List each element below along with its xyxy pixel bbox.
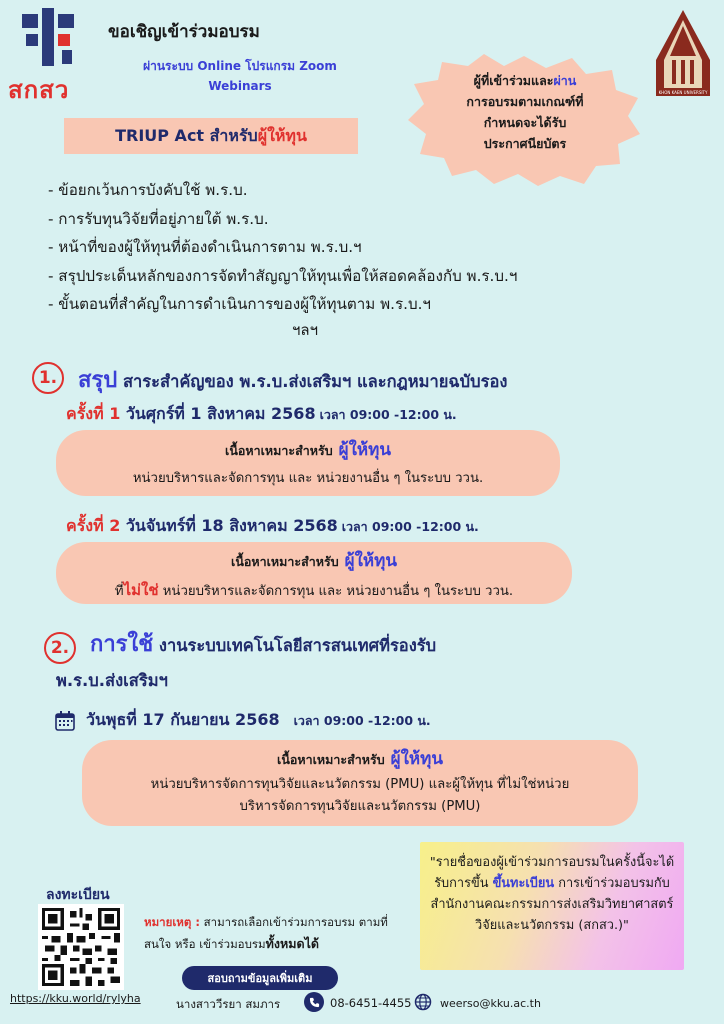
session-1-time: เวลา 09:00 -12:00 น. — [319, 407, 457, 422]
section-1-title-text: สาระสำคัญของ พ.ร.บ.ส่งเสริมฯ และกฎหมายฉบับรอง — [117, 372, 508, 391]
session-1-content-highlight: ผู้ให้ทุน — [338, 440, 391, 460]
session-2-desc-prefix-a: ที่ — [114, 584, 124, 599]
tsri-logo — [8, 8, 88, 104]
subtitle-line-2: Webinars — [208, 79, 272, 93]
quote-highlight: ขึ้นทะเบียน — [492, 876, 555, 891]
globe-icon — [414, 993, 432, 1011]
etc-text: ฯลฯ — [292, 321, 319, 339]
bullet-item: - ข้อยกเว้นการบังคับใช้ พ.ร.บ. — [48, 181, 248, 199]
section-2-title-text: งานระบบเทคโนโลยีสารสนเทศที่รองรับ — [153, 636, 437, 655]
session-3-datetime — [86, 708, 431, 733]
section-2-title-line-2: พ.ร.บ.ส่งเสริมฯ — [56, 671, 168, 690]
contact-email[interactable]: weerso@kku.ac.th — [440, 997, 541, 1010]
session-3-content-highlight: ผู้ให้ทุน — [390, 749, 443, 769]
session-1-datetime — [66, 402, 457, 427]
topic-bullet-list — [48, 176, 708, 319]
quote-part-2: การเข้าร่วมอบรมกับสำนักงานคณะกรรมการส่งเสริมวิทยาศาสตร์ วิจัยและนวัตกรรม (สกสว.)" — [430, 876, 674, 933]
section-2-number: 2. — [44, 632, 76, 664]
note-body: สามารถเลือกเข้าร่วมการอบรม ตามที่สนใจ หรือ เข้าร่วมอบรม — [144, 915, 388, 951]
section-1-number: 1. — [32, 362, 64, 394]
kku-logo-icon — [650, 8, 716, 100]
session-2-content-desc: หน่วยบริหารและจัดการทุน และ หน่วยงานอื่น ๆ ในระบบ ววน. — [158, 584, 514, 599]
page-title: ขอเชิญเข้าร่วมอบรม — [108, 22, 260, 42]
section-2-lead: การใช้ — [90, 632, 154, 657]
topic-prefix: TRIUP Act สำหรับ — [115, 125, 258, 145]
section-1-title — [78, 362, 507, 397]
session-1-round: ครั้งที่ 1 — [66, 404, 121, 423]
section-2-title — [90, 626, 436, 661]
session-1-content-pill — [56, 430, 560, 496]
contact-info-button[interactable]: สอบถามข้อมูลเพิ่มเติม — [182, 966, 338, 990]
registration-qr-code[interactable] — [38, 904, 124, 990]
registration-quote-box — [420, 842, 684, 970]
session-2-round: ครั้งที่ 2 — [66, 516, 121, 535]
bullet-item: - ขั้นตอนที่สำคัญในการดำเนินการของผู้ให้ทุนตาม พ.ร.บ.ฯ — [48, 295, 431, 313]
certificate-badge-text — [420, 70, 630, 154]
session-2-content-highlight: ผู้ให้ทุน — [344, 551, 397, 571]
session-3-desc-line-2: บริหารจัดการทุนวิจัยและนวัตกรรม (PMU) — [239, 799, 481, 814]
session-1-content-desc: หน่วยบริหารและจัดการทุน และ หน่วยงานอื่น ๆ ในระบบ ววน. — [132, 471, 484, 486]
contact-name: นางสาววีรยา สมภาร — [176, 997, 281, 1011]
subtitle-line-1: ผ่านระบบ Online โปรแกรม Zoom — [143, 59, 337, 73]
session-2-desc-prefix-b: ไม่ใช่ — [123, 581, 159, 599]
topic-highlight: ผู้ให้ทุน — [257, 125, 307, 145]
quote-part-1: "รายชื่อของผู้เข้าร่วมการอบรมในครั้งนี้จะได้รับการขึ้น — [429, 855, 675, 891]
qr-code-icon — [42, 908, 120, 986]
badge-line-4: ประกาศนียบัตร — [483, 136, 567, 151]
session-1-date: วันศุกร์ที่ 1 สิงหาคม 2568 — [120, 404, 316, 423]
bullet-item: - สรุปประเด็นหลักของการจัดทำสัญญาให้ทุนเพื่อให้สอดคล้องกับ พ.ร.บ.ฯ — [48, 266, 518, 285]
session-3-desc-line-1: หน่วยบริหารจัดการทุนวิจัยและนวัตกรรม (PMU) และผู้ให้ทุน ที่ไม่ใช่หน่วย — [150, 777, 570, 792]
tsri-logo-mark-icon — [22, 8, 74, 66]
note-text — [144, 912, 414, 955]
session-1-content-label: เนื้อหาเหมาะสำหรับ — [225, 443, 333, 458]
topic-banner — [64, 118, 358, 154]
bullet-item: - หน้าที่ของผู้ให้ทุนที่ต้องดำเนินการตาม พ.ร.บ.ฯ — [48, 238, 362, 256]
registration-label: ลงทะเบียน — [46, 887, 110, 903]
contact-phone[interactable]: 08-6451-4455 — [330, 996, 412, 1010]
section-1-lead: สรุป — [78, 368, 118, 393]
tsri-logo-text: สกสว — [8, 76, 70, 104]
kku-logo-caption: KHON KAEN UNIVERSITY — [658, 90, 708, 95]
session-2-time: เวลา 09:00 -12:00 น. — [341, 519, 479, 534]
badge-line-2: การอบรมตามเกณฑ์ที่ — [466, 94, 584, 109]
session-2-content-pill — [56, 542, 572, 604]
phone-icon — [304, 992, 324, 1012]
badge-line-1a: ผู้ที่เข้าร่วมและ — [473, 73, 554, 88]
session-2-datetime — [66, 514, 479, 539]
session-2-date: วันจันทร์ที่ 18 สิงหาคม 2568 — [120, 516, 338, 535]
badge-line-3: กำหนดจะได้รับ — [483, 115, 567, 130]
registration-link[interactable]: https://kku.world/rylyha — [10, 992, 141, 1005]
calendar-icon — [54, 710, 76, 732]
session-3-content-label: เนื้อหาเหมาะสำหรับ — [277, 752, 385, 767]
note-bold: ทั้งหมดได้ — [265, 936, 319, 951]
session-3-date: วันพุธที่ 17 กันยายน 2568 — [86, 710, 280, 729]
session-3-content-pill — [82, 740, 638, 826]
note-label: หมายเหตุ : — [144, 915, 200, 929]
session-3-time: เวลา 09:00 -12:00 น. — [293, 713, 431, 728]
bullet-item: - การรับทุนวิจัยที่อยู่ภายใต้ พ.ร.บ. — [48, 209, 269, 228]
badge-line-1b: ผ่าน — [553, 73, 577, 88]
session-2-content-label: เนื้อหาเหมาะสำหรับ — [231, 554, 339, 569]
page-subtitle — [110, 56, 370, 96]
